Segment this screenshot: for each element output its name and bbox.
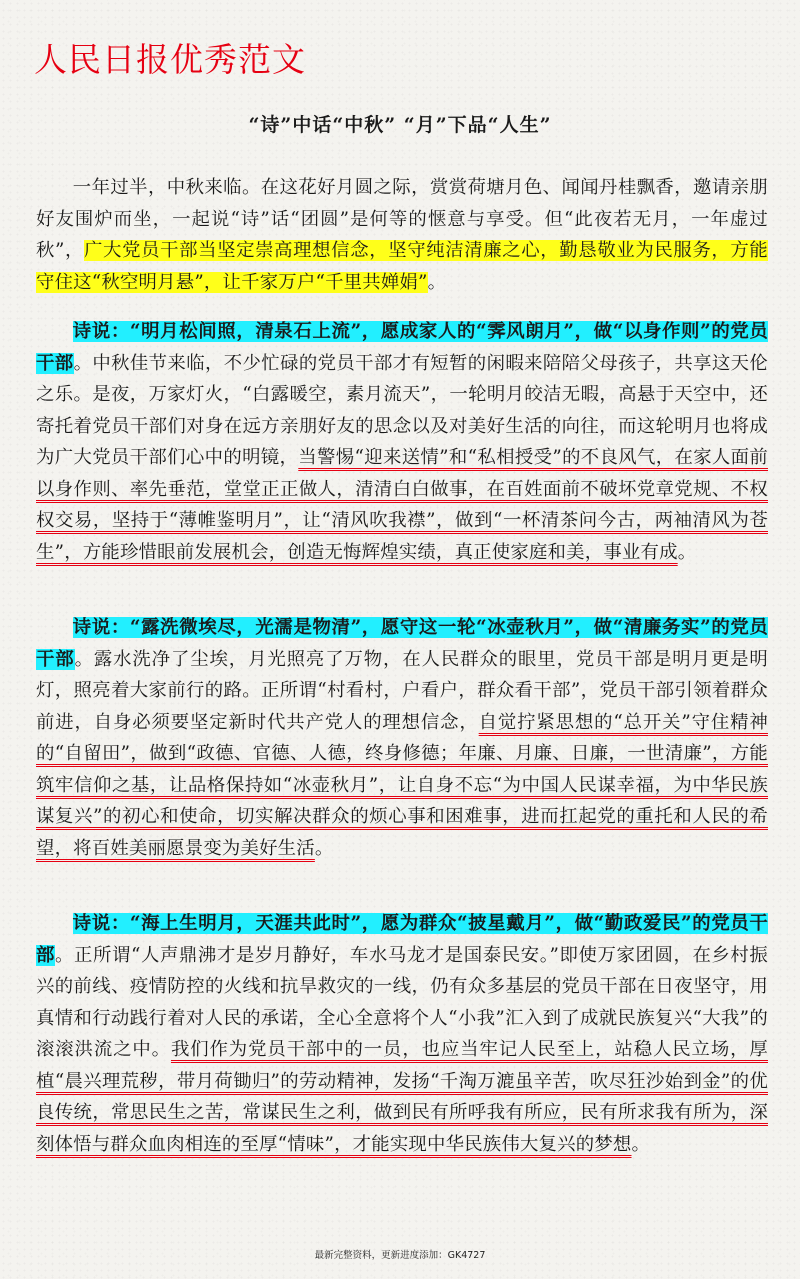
paragraph-section-1 <box>36 316 768 568</box>
section-2-heading: 诗说：“露洗微埃尽，光濡是物清”，愿守这一轮“冰壶秋月”，做“清廉务实”的党员干部 <box>36 617 768 670</box>
paragraph-section-2 <box>36 612 768 864</box>
intro-highlight: 广大党员干部当坚定崇高理想信念，坚守纯洁清廉之心，勤恳敬业为民服务，方能守住这“秋空明月悬”，让千家万户“千里共婵娟” <box>36 240 768 293</box>
section-2-end: 。 <box>314 837 334 859</box>
section-3-end: 。 <box>631 1133 651 1155</box>
section-1-end: 。 <box>677 541 697 563</box>
section-2-underlined: 自觉拧紧思想的“总开关”守住精神的“自留田”，做到“政德、官德、人德，终身修德；年廉、月廉、日廉，一世清廉”，方能筑牢信仰之基，让品格保持如“冰壶秋月”，让自身不忘“为中国人民谋幸福，为中华民族谋复兴”的初心和使命，切实解决群众的烦心事和困难事，进而扛起党的重托和人民的希望，将百姓美丽愿景变为美好生活 <box>36 711 768 859</box>
intro-text: 一年过半，中秋来临。在这花好月圆之际，赏赏荷塘月色、闻闻丹桂飘香，邀请亲朋好友围炉而坐，一起说“诗”话“团圆”是何等的惬意与享受。但“此夜若无月，一年虚过秋”， <box>36 177 768 261</box>
section-2-body: 。露水洗净了尘埃，月光照亮了万物，在人民群众的眼里，党员干部是明月更是明灯，照亮着大家前行的路。正所谓“村看村，户看户，群众看干部”，党员干部引领着群众前进，自身必须要坚定新时代共产党人的理想信念， <box>36 648 768 733</box>
intro-end: 。 <box>427 271 447 293</box>
article-title: “诗”中话“中秋” “月”下品“人生” <box>248 114 552 136</box>
section-1-body: 。中秋佳节来临，不少忙碌的党员干部才有短暂的闲暇来陪陪父母孩子，共享这天伦之乐。是夜，万家灯火，“白露暖空，素月流天”，一轮明月皎洁无暇，高悬于天空中，还寄托着党员干部们对身在远方亲朋好友的思念以及对美好生活的向往，而这轮明月也将成为广大党员干部们心中的明镜， <box>36 352 769 468</box>
paragraph-section-3 <box>36 908 768 1160</box>
section-1-underlined: 当警惕“迎来送情”和“私相授受”的不良风气，在家人面前以身作则、率先垂范，堂堂正正做人，清清白白做事，在百姓面前不破坏党章党规、不权权交易，坚持于“薄帷鉴明月”，让“清风吹我襟”，做到“一杯清茶问今古，两袖清风为苍生”，方能珍惜眼前发展机会，创造无悔辉煌实绩，真正使家庭和美，事业有成 <box>36 447 768 563</box>
section-3-heading: 诗说：“海上生明月，天涯共此时”，愿为群众“披星戴月”，做“勤政爱民”的党员干部 <box>36 913 768 966</box>
paragraph-intro <box>36 172 768 298</box>
footer-note: 最新完整资料，更新进度添加：GK4727 <box>314 1250 486 1261</box>
page-title: 人民日报优秀范文 <box>34 40 306 79</box>
section-1-heading: 诗说：“明月松间照，清泉石上流”，愿成家人的“霁风朗月”，做“以身作则”的党员干部 <box>36 321 768 374</box>
section-3-body: 。正所谓“人声鼎沸才是岁月静好，车水马龙才是国泰民安。”即使万家团圆，在乡村振兴的前线、疫情防控的火线和抗旱救灾的一线，仍有众多基层的党员干部在日夜坚守，用真情和行动践行着对人民的承诺，全心全意将个人“小我”汇入到了成就民族复兴“大我”的滚滚洪流之中。 <box>36 944 769 1060</box>
section-3-underlined: 我们作为党员干部中的一员，也应当牢记人民至上，站稳人民立场，厚植“晨兴理荒秽，带月荷锄归”的劳动精神，发扬“千淘万漉虽辛苦，吹尽狂沙始到金”的优良传统，常思民生之苦，常谋民生之利，做到民有所呼我有所应，民有所求我有所为，深刻体悟与群众血肉相连的至厚“情味”，才能实现中华民族伟大复兴的梦想 <box>36 1039 768 1155</box>
